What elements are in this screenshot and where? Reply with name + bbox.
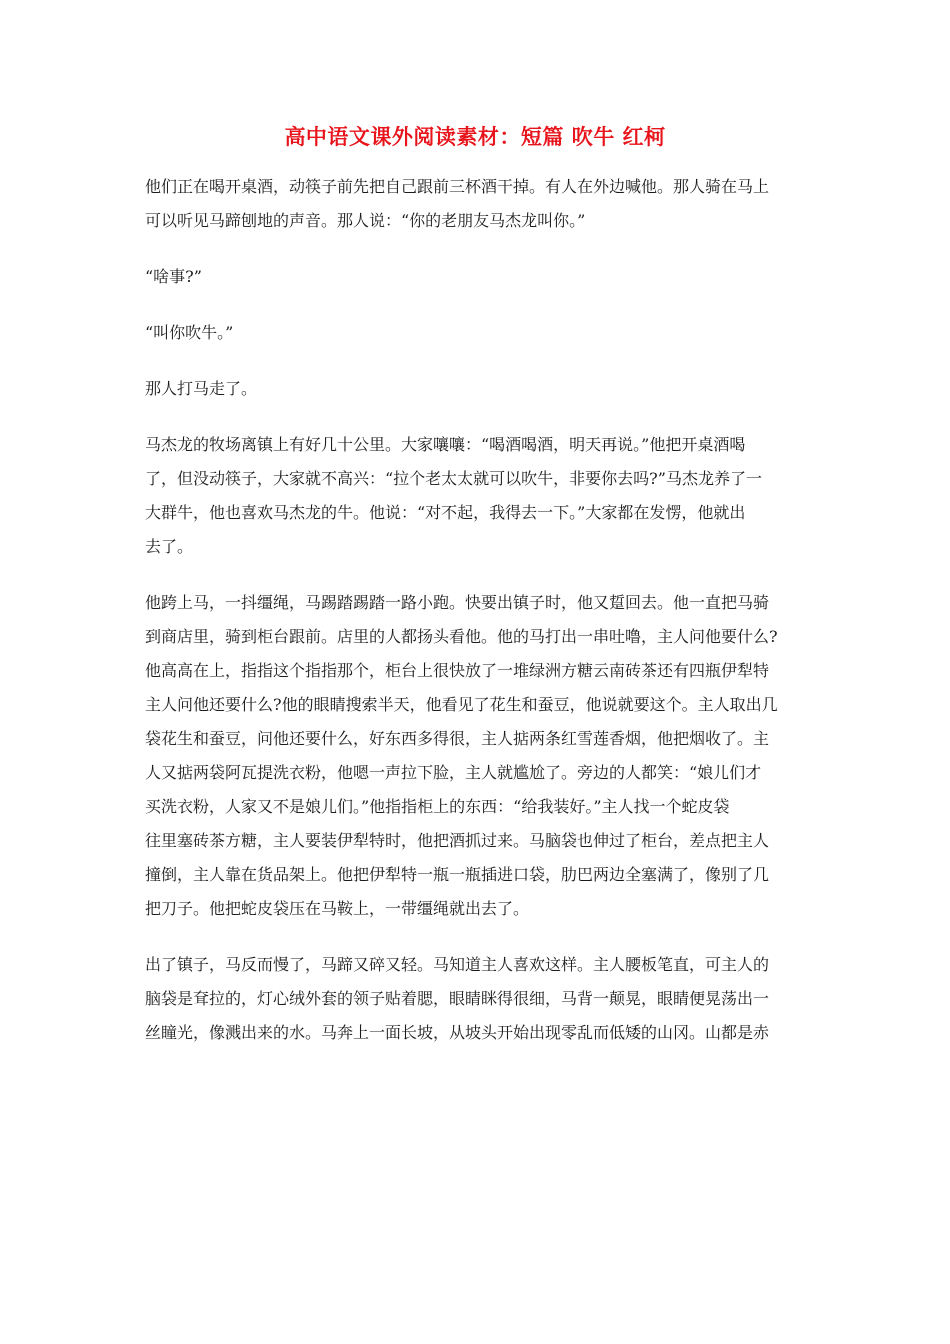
paragraph-6 [145,586,809,926]
document-body [145,170,809,1072]
text-line: 把刀子。他把蛇皮袋压在马鞍上，一带缰绳就出去了。 [145,899,530,918]
text-line: 他们正在喝开桌酒，动筷子前先把自己跟前三杯酒干掉。有人在外边喊他。那人骑在马上 [145,177,770,196]
text-line: 往里塞砖茶方糖，主人要装伊犁特时，他把酒抓过来。马脑袋也伸过了柜台，差点把主人 [145,831,770,850]
text-line: 脑袋是耷拉的，灯心绒外套的领子贴着腮，眼睛眯得很细，马背一颠晃，眼睛便晃荡出一 [145,989,770,1008]
paragraph-1 [145,170,809,238]
text-line: “叫你吹牛。” [145,323,234,342]
text-line: 出了镇子，马反而慢了，马蹄又碎又轻。马知道主人喜欢这样。主人腰板笔直，可主人的 [145,955,770,974]
text-line: 那人打马走了。 [145,379,258,398]
text-line: 买洗衣粉，人家又不是娘儿们。”他指指柜上的东西：“给我装好。”主人找一个蛇皮袋 [145,797,730,816]
paragraph-2 [145,260,809,294]
text-line: 丝瞳光，像溅出来的水。马奔上一面长坡，从坡头开始出现零乱而低矮的山冈。山都是赤 [145,1023,770,1042]
text-line: 了，但没动筷子，大家就不高兴：“拉个老太太就可以吹牛，非要你去吗?”马杰龙养了一 [145,469,762,488]
paragraph-5 [145,428,809,564]
text-line: 到商店里，骑到柜台跟前。店里的人都扬头看他。他的马打出一串吐噜，主人问他要什么? [145,627,778,646]
text-line: 他跨上马，一抖缰绳，马踢踏踢踏一路小跑。快要出镇子时，他又踅回去。他一直把马骑 [145,593,770,612]
text-line: “啥事?” [145,267,202,286]
document-title: 高中语文课外阅读素材：短篇 吹牛 红柯 [284,124,666,149]
paragraph-4 [145,372,809,406]
text-line: 大群牛，他也喜欢马杰龙的牛。他说：“对不起，我得去一下。”大家都在发愣，他就出 [145,503,746,522]
text-line: 去了。 [145,537,194,556]
text-line: 撞倒，主人靠在货品架上。他把伊犁特一瓶一瓶插进口袋，肋巴两边全塞满了，像别了几 [145,865,770,884]
text-line: 他高高在上，指指这个指指那个，柜台上很快放了一堆绿洲方糖云南砖茶还有四瓶伊犁特 [145,661,770,680]
text-line: 主人问他还要什么?他的眼睛搜索半天，他看见了花生和蚕豆，他说就要这个。主人取出几 [145,695,778,714]
paragraph-3 [145,316,809,350]
text-line: 人又掂两袋阿瓦提洗衣粉，他嗯一声拉下脸，主人就尴尬了。旁边的人都笑：“娘儿们才 [145,763,762,782]
text-line: 可以听见马蹄刨地的声音。那人说：“你的老朋友马杰龙叫你。” [145,211,586,230]
text-line: 马杰龙的牧场离镇上有好几十公里。大家嚷嚷：“喝酒喝酒，明天再说。”他把开桌酒喝 [145,435,746,454]
text-line: 袋花生和蚕豆，问他还要什么，好东西多得很，主人掂两条红雪莲香烟，他把烟收了。主 [145,729,770,748]
paragraph-7 [145,948,809,1050]
